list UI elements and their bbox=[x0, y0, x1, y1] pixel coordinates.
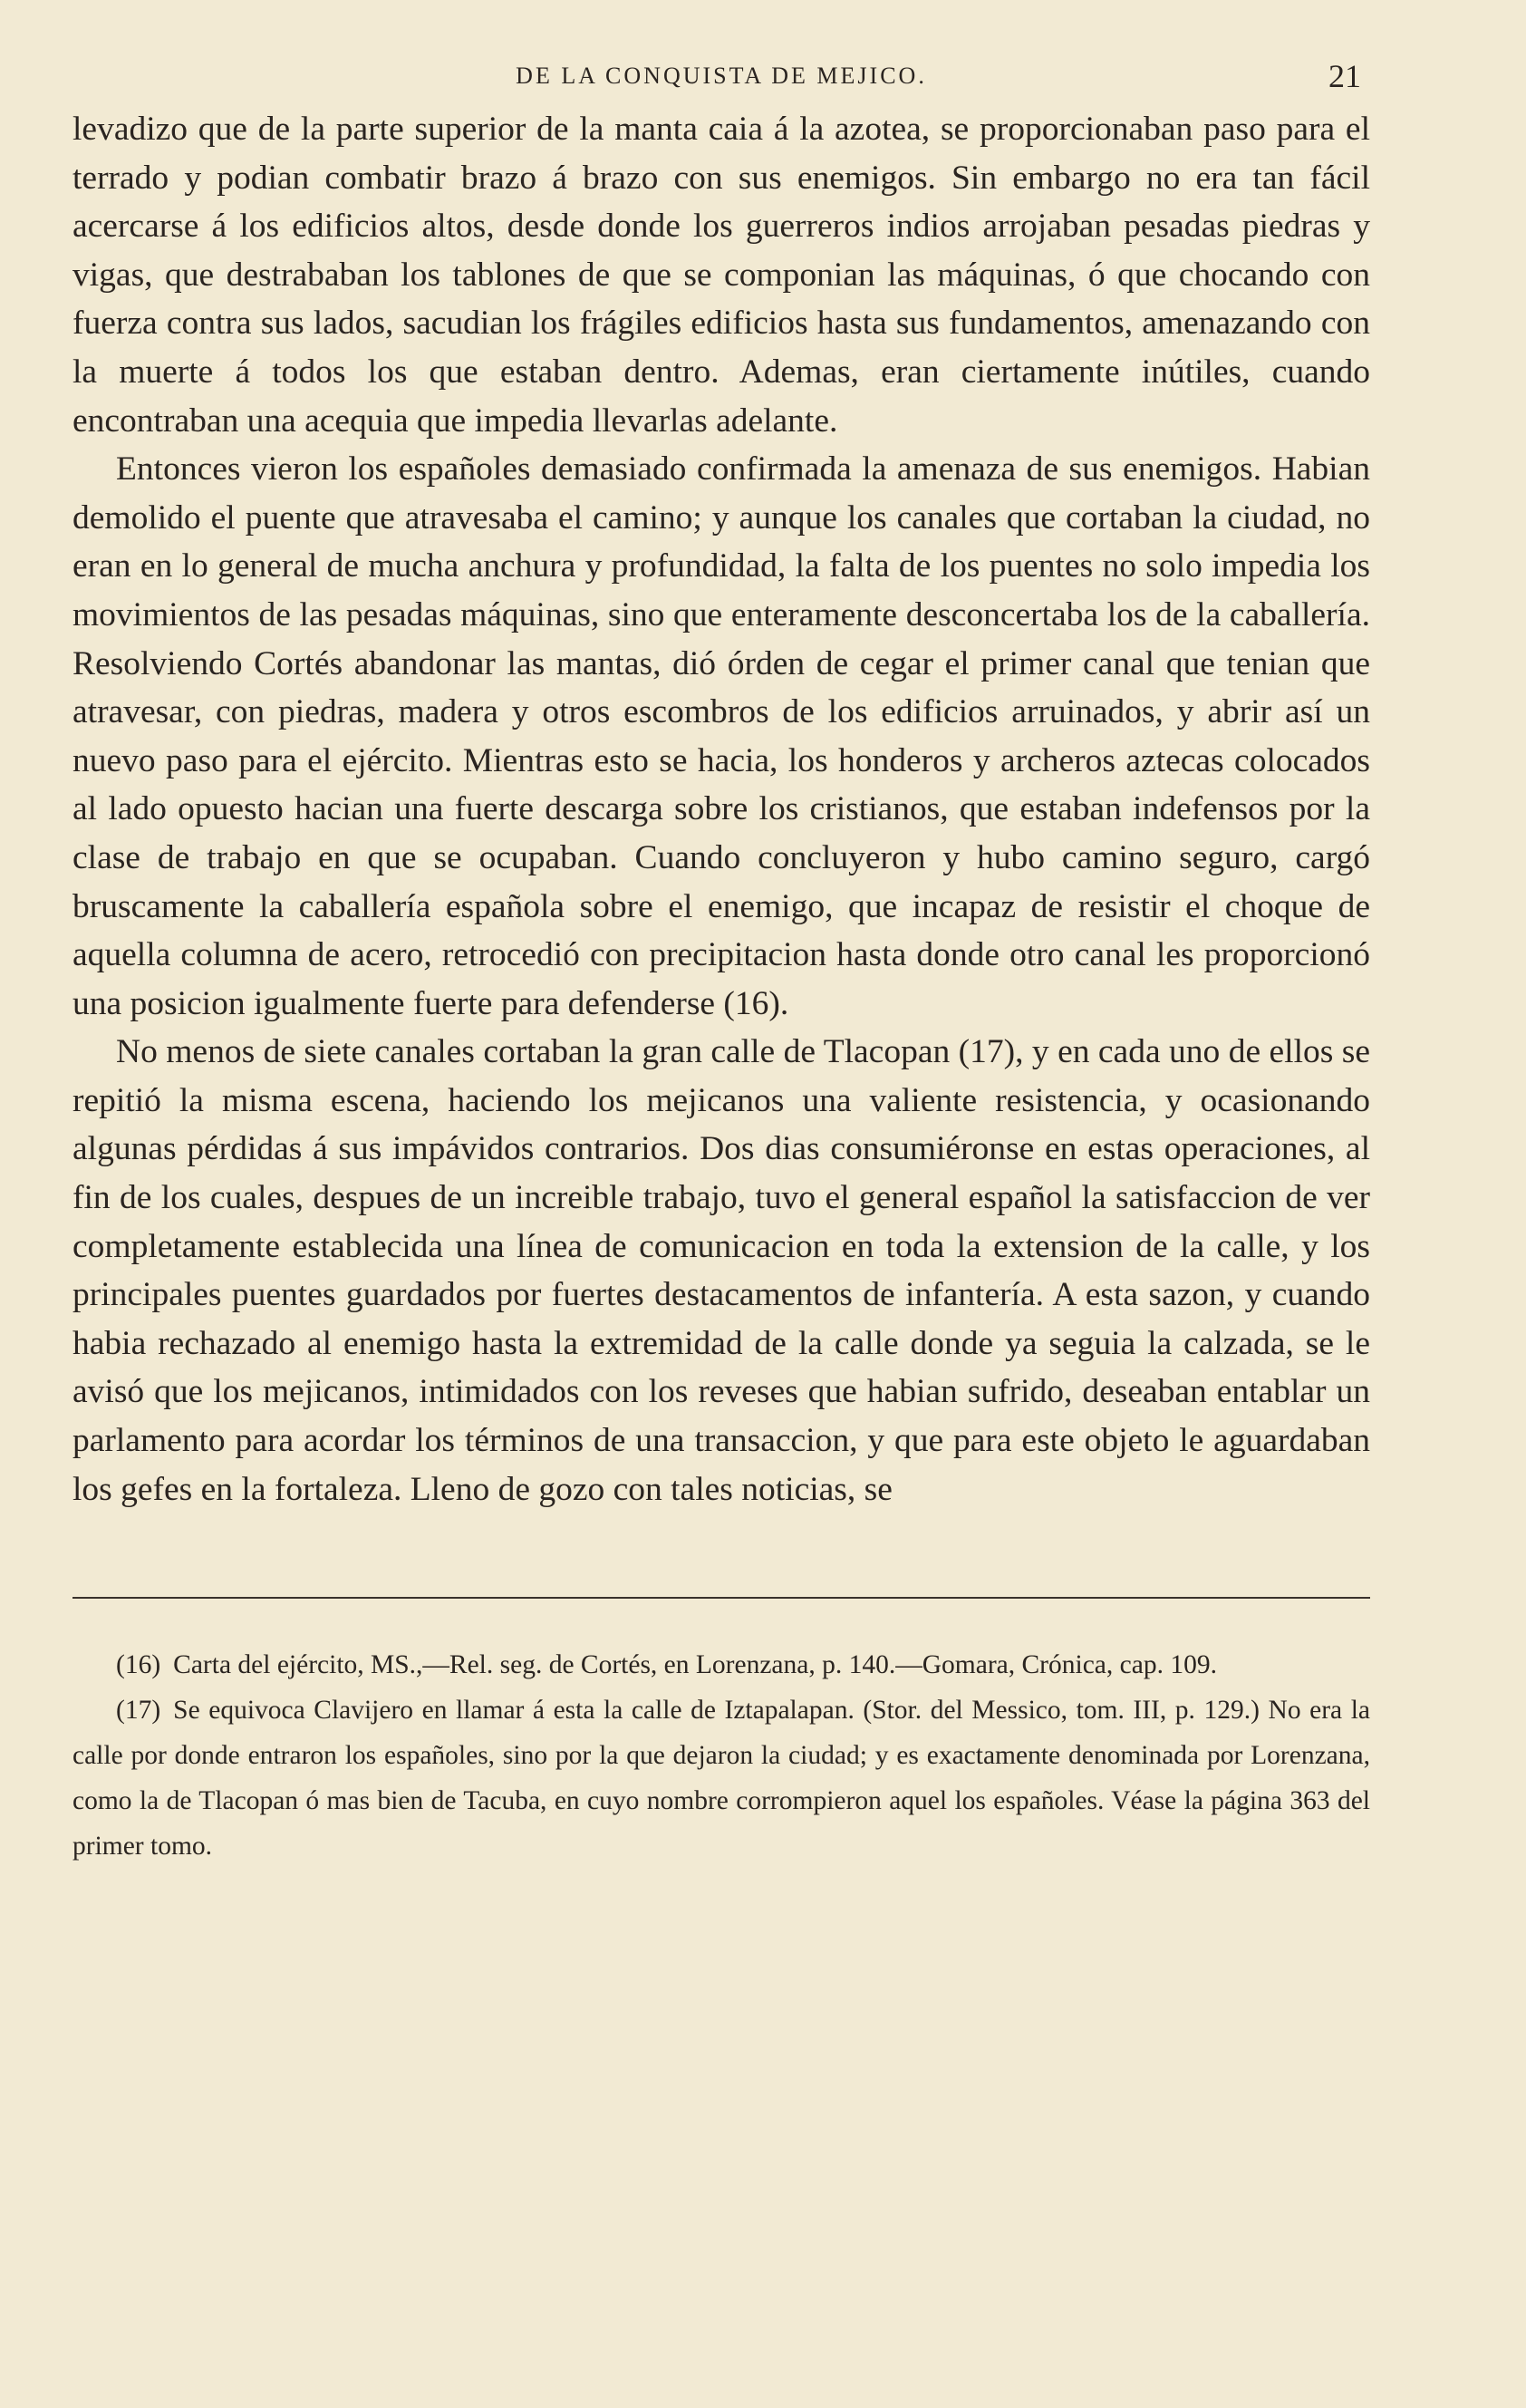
page-number: 21 bbox=[1328, 58, 1361, 94]
body-text bbox=[72, 105, 1370, 1513]
footnote-marker: (17) bbox=[116, 1696, 161, 1726]
footnote-17 bbox=[72, 1688, 1370, 1869]
paragraph-2: Entonces vieron los españoles demasiado confirmada la amenaza de sus enemigos. Habian demolido el puente que atravesaba el camino; y aunque los canales que cortaban la ciudad, no eran en lo general de mucha anchura y profundidad, la falta de los puentes no solo impedia los movimientos de las pesadas máquinas, sino que enteramente desconcertaba los de la caballería. Resolviendo Cortés abandonar las mantas, dió órden de cegar el primer canal que tenian que atravesar, con piedras, madera y otros escombros de los edificios arruinados, y abrir así un nuevo paso para el ejército. Mientras esto se hacia, los honderos y archeros aztecas colocados al lado opuesto hacian una fuerte descarga sobre los cristianos, que estaban indefensos por la clase de trabajo en que se ocupaban. Cuando concluyeron y hubo camino seguro, cargó bruscamente la caballería española sobre el enemigo, que incapaz de resistir el choque de aquella columna de acero, retrocedió con precipitacion hasta donde otro canal les proporcionó una posicion igualmente fuerte para defenderse (16). bbox=[72, 450, 1370, 1022]
book-page bbox=[72, 53, 1370, 1869]
footnote-marker: (16) bbox=[116, 1650, 161, 1680]
running-title: DE LA CONQUISTA DE MEJICO. bbox=[516, 63, 927, 89]
footnote-separator bbox=[72, 1597, 1370, 1599]
footnote-text: Carta del ejército, MS.,—Rel. seg. de Cortés, en Lorenzana, p. 140.—Gomara, Crónica, cap. 109. bbox=[173, 1650, 1217, 1680]
running-head bbox=[72, 53, 1370, 100]
paragraph-3: No menos de siete canales cortaban la gran calle de Tlacopan (17), y en cada uno de ellos se repitió la misma escena, haciendo los mejicanos una valiente resistencia, y ocasionando algunas pérdidas á sus impávidos contrarios. Dos dias consumiéronse en estas operaciones, al fin de los cuales, despues de un increible trabajo, tuvo el general español la satisfaccion de ver completamente establecida una línea de comunicacion en toda la extension de la calle, y los principales puentes guardados por fuertes destacamentos de infantería. A esta sazon, y cuando habia rechazado al enemigo hasta la extremidad de la calle donde ya seguia la calzada, se le avisó que los mejicanos, intimidados con los reveses que habian sufrido, deseaban entablar un parlamento para acordar los términos de una transaccion, y que para este objeto le aguardaban los gefes en la fortaleza. Lleno de gozo con tales noticias, se bbox=[72, 1033, 1370, 1508]
footnote-text: Se equivoca Clavijero en llamar á esta la calle de Iztapalapan. (Stor. del Messico, tom. III, p. 129.) No era la calle por donde entraron los españoles, sino por la que dejaron la ciudad; y es exactamente denominada por Lorenzana, como la de Tlacopan ó mas bien de Tacuba, en cuyo nombre corrompieron aquel los españoles. Véase la página 363 del primer tomo. bbox=[72, 1696, 1370, 1862]
footnote-16 bbox=[72, 1642, 1370, 1688]
footnotes bbox=[72, 1642, 1370, 1869]
paragraph-1: levadizo que de la parte superior de la manta caia á la azotea, se proporcionaban paso para el terrado y podian combatir brazo á brazo con sus enemigos. Sin embargo no era tan fácil acercarse á los edificios altos, desde donde los guerreros indios arrojaban pesadas piedras y vigas, que destrababan los tablones de que se componian las máquinas, ó que chocando con fuerza contra sus lados, sacudian los frágiles edificios hasta sus fundamentos, amenazando con la muerte á todos los que estaban dentro. Ademas, eran ciertamente inútiles, cuando encontraban una acequia que impedia llevarlas adelante. bbox=[72, 111, 1370, 440]
